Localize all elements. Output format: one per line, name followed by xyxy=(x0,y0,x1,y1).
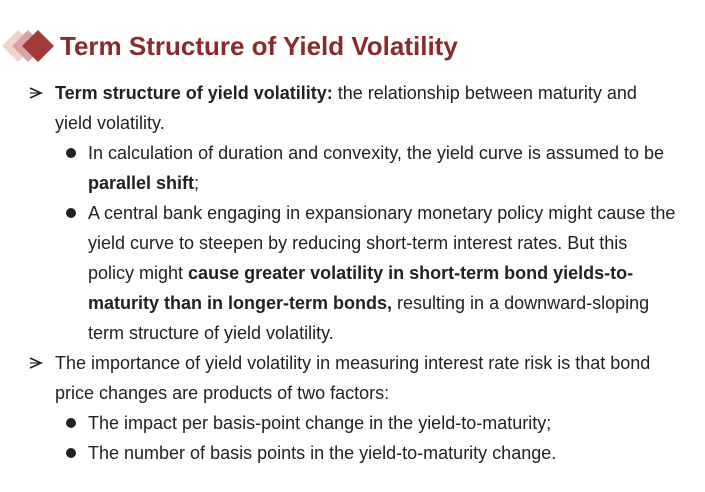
dot-bullet-icon xyxy=(66,208,76,218)
item-bold: parallel shift xyxy=(88,173,195,193)
page-title: Term Structure of Yield Volatility xyxy=(60,31,458,61)
item-lead: Term structure of yield volatility: xyxy=(55,83,333,103)
dot-bullet-icon xyxy=(66,148,76,158)
list-item xyxy=(0,408,705,438)
item-text: the relationship between maturity and yield volatility. xyxy=(55,83,637,133)
arrow-bullet-icon xyxy=(29,357,43,369)
item-text: In calculation of duration and convexity, the yield curve is assumed to be xyxy=(88,143,664,163)
dot-bullet-icon xyxy=(66,448,76,458)
arrow-bullet-icon xyxy=(29,87,43,99)
list-item xyxy=(0,198,705,348)
item-text: The impact per basis-point change in the yield-to-maturity; xyxy=(88,413,552,433)
item-text: A central bank engaging in expansionary monetary policy might cause the yield curve to steepen by reducing short-term interest rates. But this policy might xyxy=(88,203,676,283)
list-item xyxy=(0,348,705,408)
list-item xyxy=(0,138,705,198)
dot-bullet-icon xyxy=(66,418,76,428)
list-item xyxy=(0,78,705,138)
list-item xyxy=(0,438,705,468)
content xyxy=(0,78,705,468)
item-bold: cause greater volatility in short-term bond yields-to-maturity than in longer-term bonds, xyxy=(88,263,634,313)
item-text: The importance of yield volatility in measuring interest rate risk is that bond price changes are products of two factors: xyxy=(55,353,651,403)
item-tail: resulting in a downward-sloping term structure of yield volatility. xyxy=(88,293,650,343)
item-tail: ; xyxy=(194,173,200,193)
item-text: The number of basis points in the yield-to-maturity change. xyxy=(88,443,557,463)
diamond-logo-icon xyxy=(0,26,60,68)
title-row xyxy=(0,26,705,68)
